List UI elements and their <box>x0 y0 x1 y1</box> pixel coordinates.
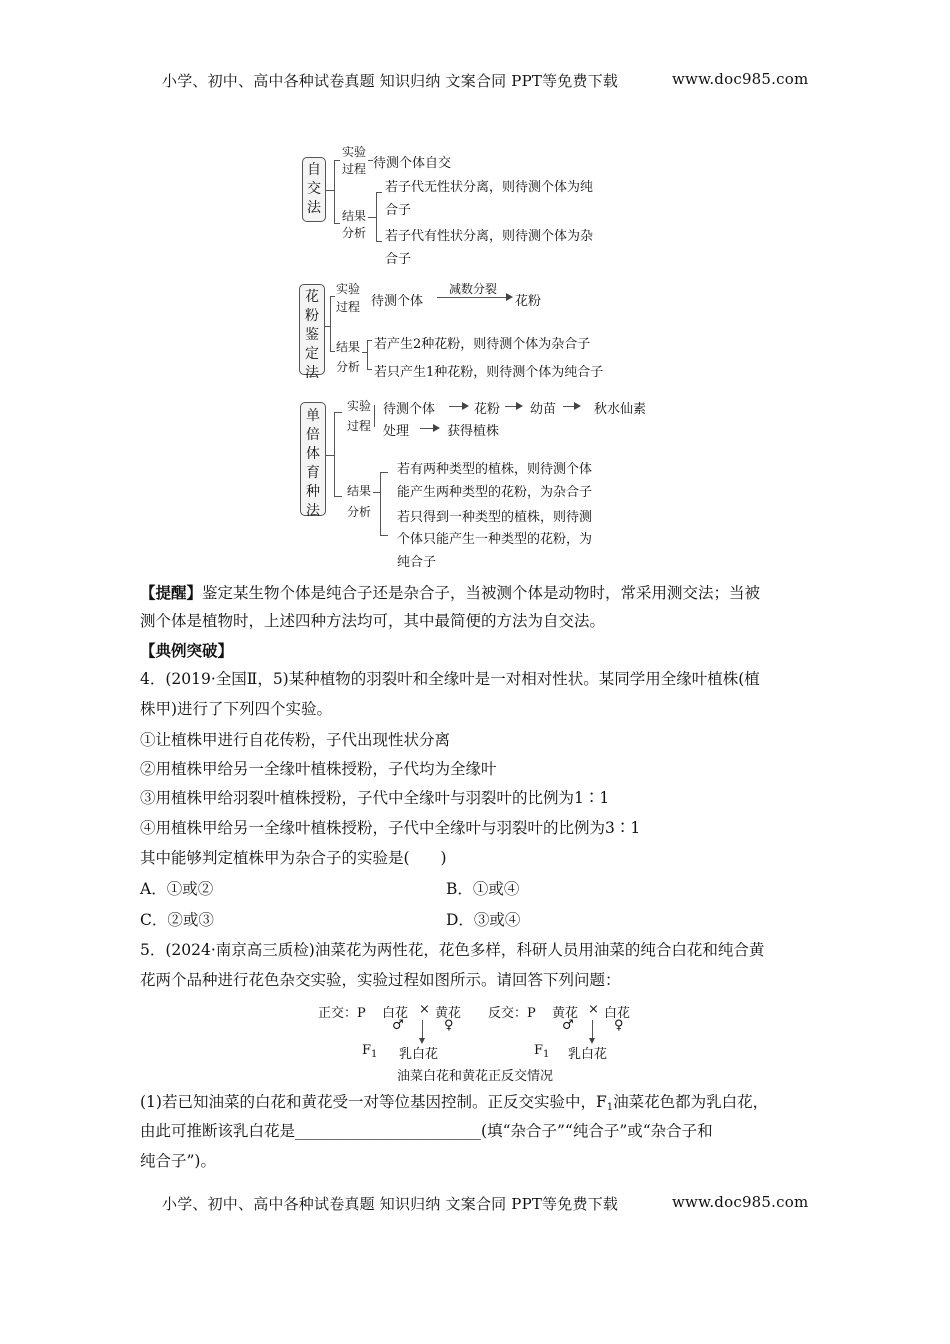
q5-sub1-line-2: 由此可推断该乳白花是________________________(填“杂合子”“纯合子”或“杂合子和 <box>140 1122 713 1140</box>
exp-step: 处理 <box>383 424 410 439</box>
forward-cross-label: 正交：P <box>318 1006 366 1021</box>
header-url: www.doc985.com <box>672 70 809 88</box>
box-char: 粉 <box>305 308 319 324</box>
q4-item: ③用植株甲给羽裂叶植株授粉，子代中全缘叶与羽裂叶的比例为1∶1 <box>140 789 610 807</box>
exp-step: 花粉 <box>474 402 501 417</box>
exp-step: 待测个体 <box>383 402 436 417</box>
box-char: 倍 <box>306 427 320 443</box>
haploid-method-box <box>300 402 326 519</box>
female-symbol: ♀ <box>444 1018 454 1033</box>
res-label: 结果 <box>347 484 372 498</box>
f1-result: 乳白花 <box>399 1047 439 1062</box>
box-char: 育 <box>306 465 320 481</box>
q5-line-2: 花两个品种进行花色杂交实验，实验过程如图所示。请回答下列问题： <box>140 971 621 989</box>
box-char: 法 <box>307 200 321 216</box>
q4-item: ②用植株甲给另一全缘叶植株授粉，子代均为全缘叶 <box>140 760 497 778</box>
male-symbol: ♂ <box>562 1018 574 1033</box>
exp-label: 实验 <box>347 399 372 413</box>
q4-option-a[interactable]: A．①或② <box>140 880 214 898</box>
box-char: 单 <box>306 408 320 424</box>
female-symbol: ♀ <box>614 1018 624 1033</box>
result-text: 若子代有性状分离，则待测个体为杂 <box>385 229 594 244</box>
tip-line-1 <box>140 585 760 602</box>
exp-text: 待测个体 <box>371 294 424 309</box>
result-text: 合子 <box>385 203 412 218</box>
exp-step: 获得植株 <box>447 424 500 439</box>
footer-text: 小学、初中、高中各种试卷真题 知识归纳 文案合同 PPT等免费下载 <box>162 1195 619 1213</box>
q4-line-2: 株甲)进行了下列四个实验。 <box>140 700 333 718</box>
f1-result: 乳白花 <box>568 1047 608 1062</box>
f1-label: $F_1$ <box>534 1043 550 1060</box>
box-char: 种 <box>306 484 320 500</box>
exp-label: 实验 <box>342 145 367 159</box>
parent-yellow: 黄花 <box>435 1006 462 1021</box>
result-text: 若产生2种花粉，则待测个体为杂合子 <box>374 337 591 352</box>
res-label: 分析 <box>342 226 367 240</box>
cross-symbol: × <box>419 1002 430 1017</box>
res-label: 结果 <box>342 209 367 223</box>
q4-option-b[interactable]: B．①或④ <box>446 880 520 898</box>
q5-sub1-line-1: (1)若已知油菜的白花和黄花受一对等位基因控制。正反交实验中，$F_1$油菜花色都为乳白花， <box>140 1093 769 1113</box>
res-label: 分析 <box>347 505 372 519</box>
parent-white: 白花 <box>382 1006 409 1021</box>
q4-item: ④用植株甲给另一全缘叶植株授粉，子代中全缘叶与羽裂叶的比例为3∶1 <box>140 819 641 837</box>
male-symbol: ♂ <box>392 1018 404 1033</box>
pollen-method-box <box>299 284 325 381</box>
exp-result: 花粉 <box>515 294 542 309</box>
tip-label: 【提醒】 <box>140 583 203 602</box>
exp-step: 幼苗 <box>530 402 557 417</box>
figure-caption: 油菜白花和黄花正反交情况 <box>397 1069 554 1084</box>
tip-text: 鉴定某生物个体是纯合子还是杂合子，当被测个体是动物时，常采用测交法；当被 <box>202 584 761 602</box>
tip-line-2: 测个体是植物时，上述四种方法均可，其中最简便的方法为自交法。 <box>140 612 606 630</box>
box-char: 定 <box>305 346 319 362</box>
self-cross-box <box>302 157 326 222</box>
answer-blank[interactable]: ________________________ <box>295 1122 482 1140</box>
q4-stem: 其中能够判定植株甲为杂合子的实验是( ) <box>140 849 447 867</box>
section-title: 【典例突破】 <box>140 641 234 660</box>
q4-line-1: 4．(2019·全国Ⅱ，5)某种植物的羽裂叶和全缘叶是一对相对性状。某同学用全缘叶植株(植 <box>140 670 760 688</box>
result-text: 若有两种类型的植株，则待测个体 <box>397 462 593 477</box>
box-char: 法 <box>305 365 319 381</box>
box-char: 体 <box>306 446 320 462</box>
q5-line-1: 5．(2024·南京高三质检)油菜花为两性花，花色多样，科研人员用油菜的纯合白花和纯合黄 <box>140 941 765 959</box>
exp-label: 过程 <box>336 300 361 314</box>
exp-label: 实验 <box>336 282 361 296</box>
result-text: 若只产生1种花粉，则待测个体为纯合子 <box>374 365 604 380</box>
reciprocal-cross-label: 反交：P <box>488 1006 536 1021</box>
exp-label: 过程 <box>342 162 367 176</box>
q4-option-d[interactable]: D．③或④ <box>446 911 521 929</box>
res-label: 结果 <box>336 340 361 354</box>
exp-label: 过程 <box>347 419 372 433</box>
box-char: 鉴 <box>305 327 319 343</box>
footer-url: www.doc985.com <box>672 1193 809 1211</box>
res-label: 分析 <box>336 360 361 374</box>
q5-sub1-line-3: 纯合子”)。 <box>140 1152 216 1170</box>
box-char: 法 <box>306 503 320 519</box>
arrow-label: 减数分裂 <box>449 282 498 296</box>
result-text: 若子代无性状分离，则待测个体为纯 <box>385 180 594 195</box>
q4-option-c[interactable]: C．②或③ <box>140 911 214 929</box>
result-text: 合子 <box>385 252 412 267</box>
box-char: 花 <box>305 289 319 305</box>
header-text: 小学、初中、高中各种试卷真题 知识归纳 文案合同 PPT等免费下载 <box>162 72 619 90</box>
result-text: 纯合子 <box>397 555 437 570</box>
q4-item: ①让植株甲进行自花传粉，子代出现性状分离 <box>140 731 451 749</box>
result-text: 若只得到一种类型的植株，则待测 <box>397 510 593 525</box>
box-char: 自 <box>307 162 321 178</box>
result-text: 个体只能产生一种类型的花粉，为 <box>397 532 593 547</box>
result-text: 能产生两种类型的花粉，为杂合子 <box>397 485 593 500</box>
parent-white: 白花 <box>604 1006 631 1021</box>
exp-step: 秋水仙素 <box>594 402 647 417</box>
cross-symbol: × <box>588 1002 599 1017</box>
parent-yellow: 黄花 <box>552 1006 579 1021</box>
f1-label: $F_1$ <box>362 1043 378 1060</box>
exp-text: 待测个体自交 <box>373 156 452 171</box>
box-char: 交 <box>307 181 321 197</box>
